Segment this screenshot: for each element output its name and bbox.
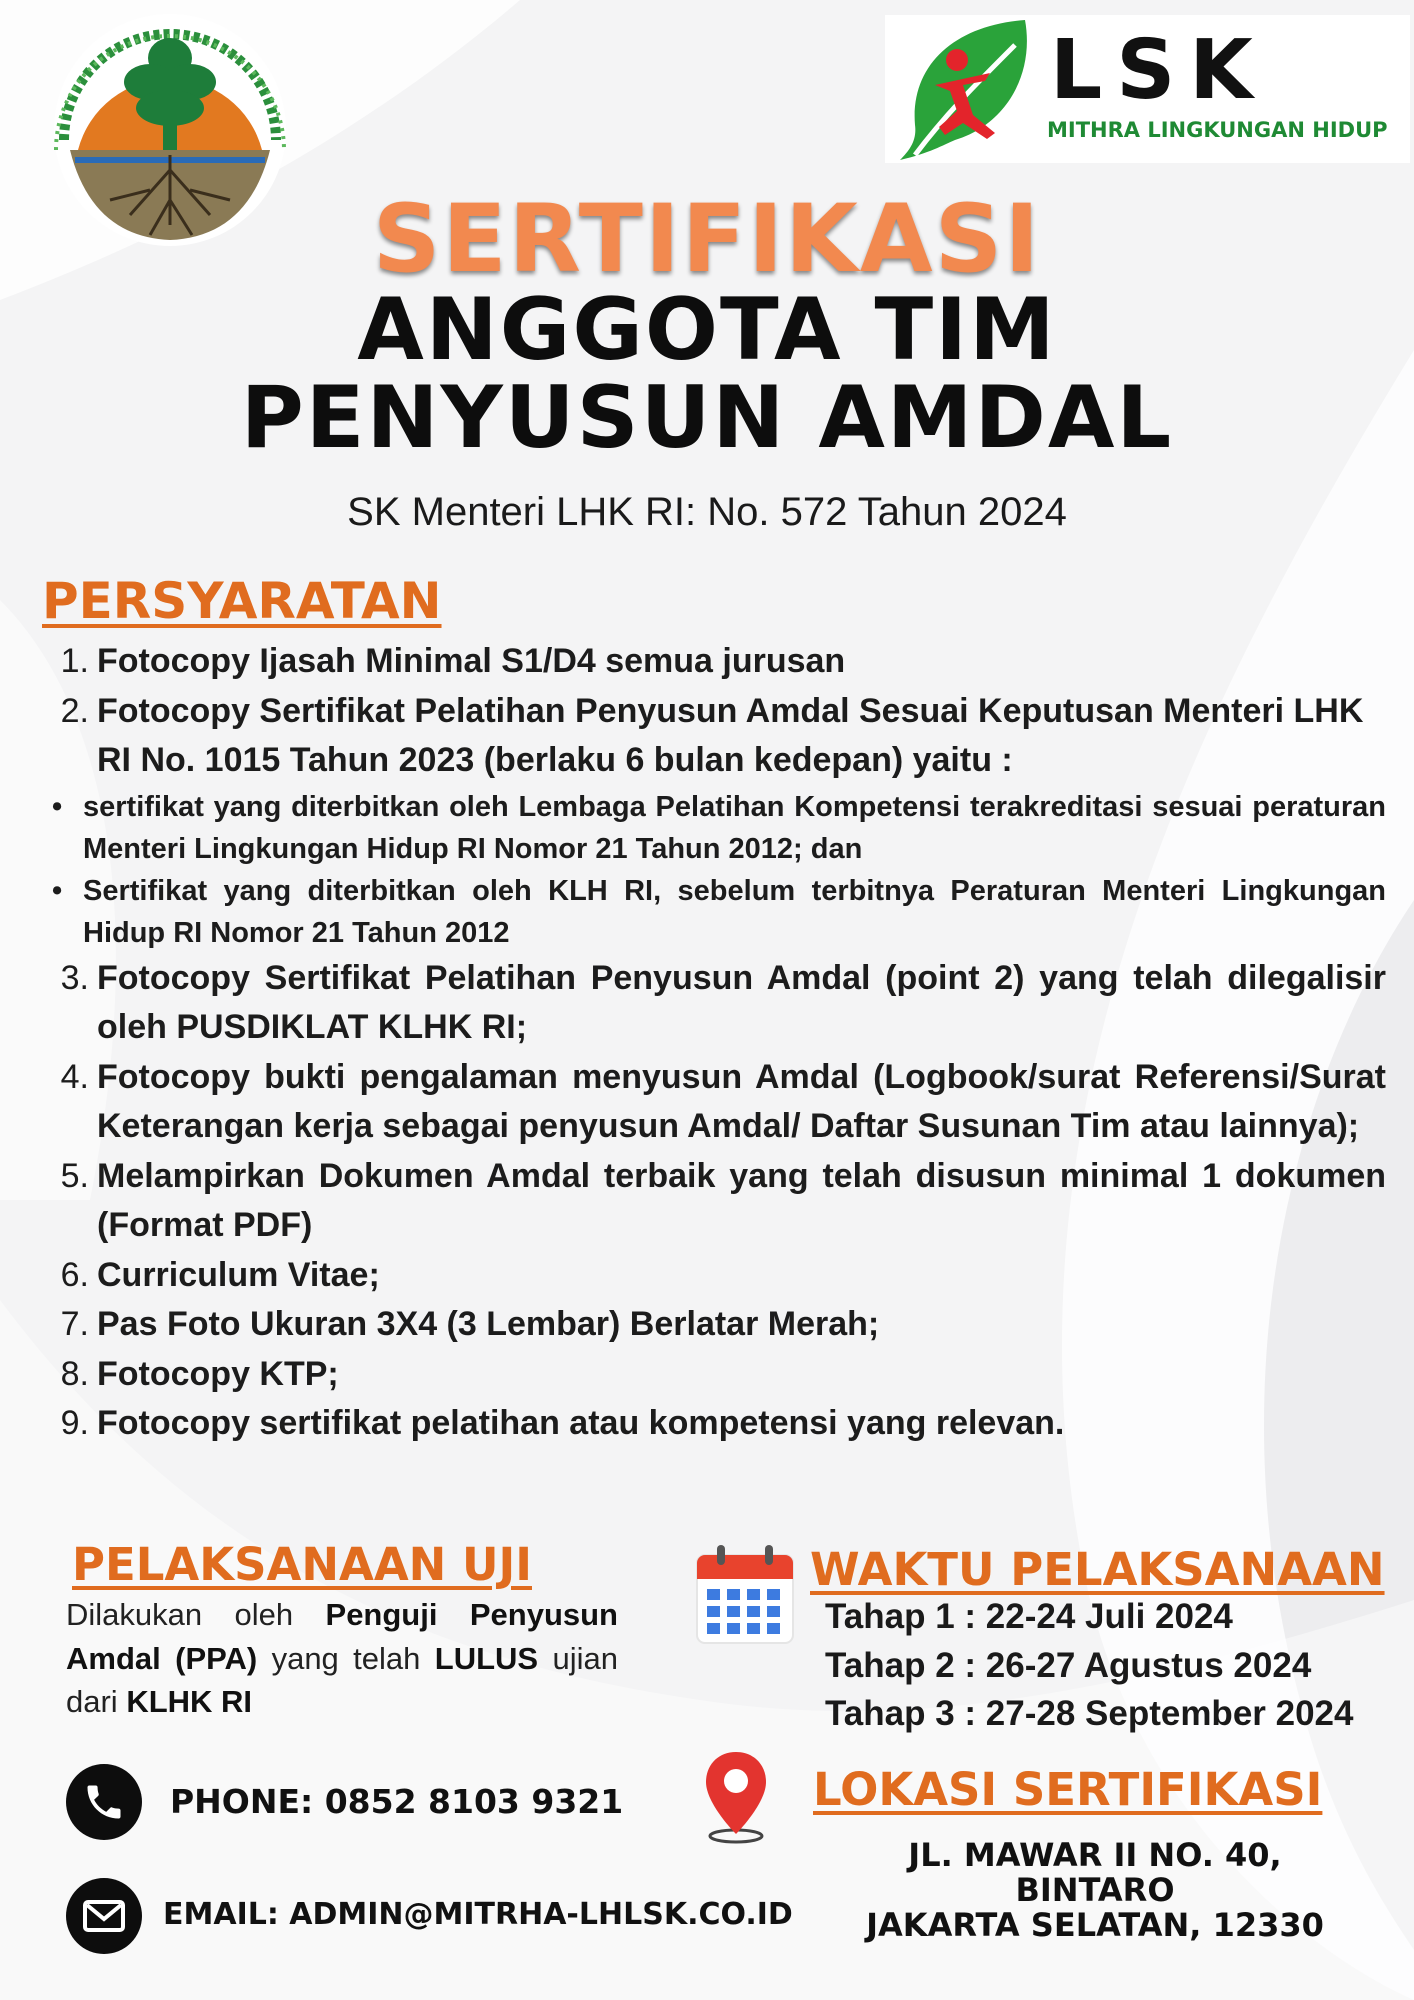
title-sertifikasi: SERTIFIKASI: [372, 185, 1042, 294]
desc-bold: Penguji Penyusun Amdal (PPA): [66, 1597, 618, 1676]
envelope-glyph: [83, 1899, 125, 1933]
decree-reference: SK Menteri LHK RI: No. 572 Tahun 2024: [347, 490, 1067, 534]
phone-glyph: [82, 1780, 126, 1824]
schedule-stage: Tahap 3 : 27-28 September 2024: [825, 1694, 1354, 1733]
waktu-heading: WAKTU PELAKSANAAN: [810, 1543, 1385, 1596]
item-number: 2.: [60, 691, 89, 730]
item-text: Melampirkan Dokumen Amdal terbaik yang telah disusun minimal 1 dokumen (Format PDF): [97, 1156, 1386, 1244]
item-number: 5.: [60, 1156, 89, 1195]
envelope-icon: [66, 1878, 142, 1954]
sub-item-text: Sertifikat yang diterbitkan oleh KLH RI, sebelum terbitnya Peraturan Menteri Lingkungan Hidup RI Nomor 21 Tahun 2012: [83, 874, 1386, 949]
desc-text: ujian dari: [66, 1640, 618, 1719]
address-line: BINTARO: [1015, 1871, 1175, 1909]
requirements-list: [50, 637, 1386, 1449]
item-text: Fotocopy Sertifikat Pelatihan Penyusun Amdal (point 2) yang telah dilegalisir oleh PUSDIKLAT KLHK RI;: [97, 958, 1386, 1046]
item-number: 9.: [60, 1404, 89, 1442]
list-item: [50, 687, 1386, 786]
email-address[interactable]: EMAIL: ADMIN@MITRHA-LHLSK.CO.ID: [163, 1897, 793, 1932]
desc-bold: LULUS: [434, 1640, 539, 1676]
pelaksanaan-description: [66, 1593, 618, 1724]
lokasi-heading: LOKASI SERTIFIKASI: [813, 1763, 1323, 1816]
schedule-list: [825, 1593, 1354, 1739]
address-line: JAKARTA SELATAN, 12330: [866, 1906, 1324, 1944]
list-item: [50, 1251, 1386, 1301]
desc-text: Dilakukan oleh: [66, 1597, 326, 1632]
list-item: [50, 1399, 1386, 1449]
sub-list-item: [50, 870, 1386, 954]
item-number: 6.: [60, 1255, 89, 1294]
list-item: [50, 954, 1386, 1053]
schedule-stage: Tahap 2 : 26-27 Agustus 2024: [825, 1645, 1312, 1685]
leaf-person-logo: [895, 15, 1045, 163]
item-number: 7.: [60, 1305, 89, 1343]
address: [866, 1836, 1324, 1944]
item-text: Fotocopy Ijasah Minimal S1/D4 semua jurusan: [97, 642, 846, 680]
item-text: Fotocopy Sertifikat Pelatihan Penyusun Amdal Sesuai Keputusan Menteri LHK RI No. 1015 Tahun 2023 (berlaku 6 bulan kedepan) yaitu :: [97, 691, 1364, 779]
item-number: 8.: [60, 1354, 89, 1393]
list-item: [50, 1152, 1386, 1251]
pelaksanaan-heading: PELAKSANAAN UJI: [72, 1538, 532, 1591]
phone-number[interactable]: PHONE: 0852 8103 9321: [170, 1782, 624, 1821]
desc-bold: KLHK RI: [126, 1684, 253, 1719]
desc-text: yang telah: [257, 1640, 435, 1676]
map-pin-icon: [700, 1748, 772, 1844]
title-line-3: PENYUSUN AMDAL: [240, 368, 1174, 468]
list-item: [50, 1300, 1386, 1350]
item-text: Curriculum Vitae;: [97, 1255, 380, 1294]
requirements-heading: PERSYARATAN: [42, 572, 442, 630]
list-item: [50, 1053, 1386, 1152]
bullet: •: [52, 790, 63, 823]
phone-icon: [66, 1764, 142, 1840]
list-item: [50, 637, 1386, 687]
sub-item-text: sertifikat yang diterbitkan oleh Lembaga Pelatihan Kompetensi terakreditasi sesuai peraturan Menteri Lingkungan Hidup RI Nomor 21 Tahun 2012; dan: [83, 790, 1386, 865]
bullet: •: [52, 874, 63, 907]
address-line: JL. MAWAR II NO. 40,: [908, 1836, 1282, 1874]
title-line-2: ANGGOTA TIM: [357, 280, 1057, 380]
calendar-icon: [695, 1543, 795, 1646]
item-number: 1.: [60, 642, 89, 680]
item-text: Fotocopy sertifikat pelatihan atau kompetensi yang relevan.: [97, 1404, 1065, 1442]
item-text: Fotocopy KTP;: [97, 1354, 339, 1393]
list-item: [50, 1350, 1386, 1400]
item-text: Fotocopy bukti pengalaman menyusun Amdal (Logbook/surat Referensi/Surat Keterangan kerja sebagai penyusun Amdal/ Daftar Susunan Tim atau lainnya);: [97, 1057, 1386, 1145]
lsk-logo: [885, 15, 1410, 163]
item-text: Pas Foto Ukuran 3X4 (3 Lembar) Berlatar Merah;: [97, 1305, 880, 1343]
lsk-logo-name: LSK: [1050, 23, 1267, 118]
item-number: 4.: [60, 1057, 89, 1096]
lsk-logo-tagline: MITHRA LINGKUNGAN HIDUP: [1047, 118, 1388, 142]
sub-list-item: [50, 786, 1386, 870]
item-number: 3.: [60, 958, 89, 997]
schedule-stage: Tahap 1 : 22-24 Juli 2024: [825, 1597, 1233, 1636]
